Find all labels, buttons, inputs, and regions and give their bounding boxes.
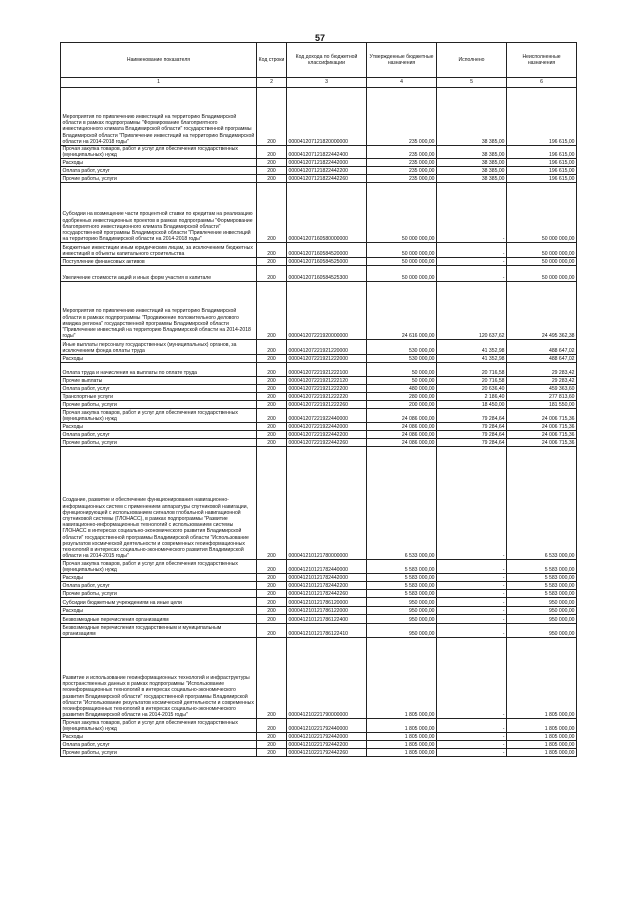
table-row [61, 598, 577, 607]
row-approved-amount: 24 086 000,00 [367, 439, 437, 447]
row-line-code: 200 [257, 409, 287, 423]
row-unexecuted-amount: 950 000,00 [507, 615, 577, 624]
row-line-code: 200 [257, 88, 287, 146]
row-executed-amount: - [437, 638, 507, 719]
row-executed-amount: 2 186,40 [437, 393, 507, 401]
row-executed-amount: - [437, 258, 507, 266]
table-row [61, 590, 577, 598]
row-classification-code: 000041210121786120000 [287, 598, 367, 607]
row-line-code: 200 [257, 590, 287, 598]
row-classification-code: 000041210221790000000 [287, 638, 367, 719]
row-executed-amount: - [437, 607, 507, 615]
row-executed-amount: - [437, 582, 507, 590]
row-executed-amount: - [437, 574, 507, 582]
row-unexecuted-amount: 196 615,00 [507, 88, 577, 146]
row-indicator-name: Оплата работ, услуг [61, 431, 257, 439]
row-unexecuted-amount: 24 006 715,36 [507, 431, 577, 439]
row-indicator-name: Прочая закупка товаров, работ и услуг для обеспечения государственных (муниципальных) нужд [61, 719, 257, 733]
row-unexecuted-amount: 277 813,60 [507, 393, 577, 401]
row-classification-code: 000041207221921222100 [287, 363, 367, 377]
row-unexecuted-amount: 24 495 362,38 [507, 282, 577, 340]
row-classification-code: 000041207221921222120 [287, 377, 367, 385]
row-indicator-name: Мероприятия по привлечению инвестиций на территорию Владимирской области в рамках подпрограммы "Формирование благоприятного инвестиционного климата Владимирской области" государственной программы Владимирской области "Привлечение инвестиций на территорию Владимирской области на 2014-2018 годы" [61, 88, 257, 146]
row-approved-amount: 530 000,00 [367, 340, 437, 355]
row-unexecuted-amount: 488 647,02 [507, 355, 577, 363]
header-executed: Исполнено [437, 43, 507, 78]
table-row [61, 409, 577, 423]
row-indicator-name: Субсидии на возмещение части процентной ставки по кредитам на реализацию одобренных инвестиционных проектов в рамках подпрограммы "Формирование благоприятного инвестиционного климата Владимирской области" государственной программы Владимирской области "Привлечение инвестиций на территорию Владимирской области на 2014-2018 годы" [61, 183, 257, 243]
row-classification-code: 000041207221921222200 [287, 385, 367, 393]
row-executed-amount: 20 716,58 [437, 377, 507, 385]
row-classification-code: 000041210221792440000 [287, 719, 367, 733]
row-approved-amount: 480 000,00 [367, 385, 437, 393]
row-unexecuted-amount: 5 583 000,00 [507, 582, 577, 590]
row-line-code: 200 [257, 749, 287, 757]
row-line-code: 200 [257, 431, 287, 439]
row-line-code: 200 [257, 258, 287, 266]
row-indicator-name: Прочие работы, услуги [61, 749, 257, 757]
row-classification-code: 000041210121782440000 [287, 560, 367, 574]
row-line-code: 200 [257, 447, 287, 560]
row-indicator-name: Создание, развитие и обеспечение функционирования навигационно-информационных систем с применением аппаратуры спутниковой навигации, функционирующей с использованием сигналов глобальной навигационной спутниковой системы (ГЛОНАСС), в рамках подпрограммы "Развитие навигационно-информационных технологий с использованием системы ГЛОНАСС в интересах социально-экономического развития Владимирской области" государственной программы Владимирской области "Использование результатов космической деятельности и современных геоинформационных технологий в интересах социально-экономического развития Владимирской области на 2014-2015 годы" [61, 447, 257, 560]
row-executed-amount: 20 636,40 [437, 385, 507, 393]
row-executed-amount: 38 385,00 [437, 88, 507, 146]
row-indicator-name: Оплата работ, услуг [61, 582, 257, 590]
table-row [61, 363, 577, 377]
row-approved-amount: 1 805 000,00 [367, 741, 437, 749]
row-classification-code: 000041207160584525300 [287, 266, 367, 282]
row-executed-amount: 38 385,00 [437, 146, 507, 159]
row-classification-code: 000041210121786122410 [287, 624, 367, 638]
column-index: 2 [257, 78, 287, 88]
table-row [61, 638, 577, 719]
row-unexecuted-amount: 1 805 000,00 [507, 741, 577, 749]
row-line-code: 200 [257, 282, 287, 340]
table-row [61, 88, 577, 146]
row-approved-amount: 530 000,00 [367, 355, 437, 363]
row-approved-amount: 235 000,00 [367, 159, 437, 167]
row-indicator-name: Иные выплаты персоналу государственных (муниципальных) органов, за исключением фонда оплаты труда [61, 340, 257, 355]
row-unexecuted-amount: 29 283,42 [507, 377, 577, 385]
row-approved-amount: 24 086 000,00 [367, 431, 437, 439]
row-indicator-name: Прочая закупка товаров, работ и услуг для обеспечения государственных (муниципальных) нужд [61, 146, 257, 159]
table-row [61, 146, 577, 159]
row-executed-amount: 38 385,00 [437, 175, 507, 183]
row-classification-code: 000041210221792442000 [287, 733, 367, 741]
header-classification-code: Код дохода по бюджетной классификации [287, 43, 367, 78]
column-index: 6 [507, 78, 577, 88]
row-classification-code: 000041207160584520000 [287, 243, 367, 258]
row-executed-amount: - [437, 183, 507, 243]
row-line-code: 200 [257, 266, 287, 282]
table-row [61, 719, 577, 733]
row-unexecuted-amount: 1 805 000,00 [507, 719, 577, 733]
table-row [61, 749, 577, 757]
row-unexecuted-amount: 181 550,00 [507, 401, 577, 409]
row-indicator-name: Оплата работ, услуг [61, 167, 257, 175]
row-line-code: 200 [257, 741, 287, 749]
row-line-code: 200 [257, 159, 287, 167]
row-executed-amount: - [437, 598, 507, 607]
row-approved-amount: 24 616 000,00 [367, 282, 437, 340]
row-classification-code: 000041207160584525000 [287, 258, 367, 266]
row-executed-amount: - [437, 560, 507, 574]
table-row [61, 355, 577, 363]
row-line-code: 200 [257, 574, 287, 582]
row-classification-code: 000041210221792442200 [287, 741, 367, 749]
row-executed-amount: - [437, 741, 507, 749]
row-executed-amount: 41 352,98 [437, 340, 507, 355]
row-approved-amount: 1 805 000,00 [367, 719, 437, 733]
table-row [61, 183, 577, 243]
row-executed-amount: - [437, 749, 507, 757]
row-indicator-name: Развитие и использование геоинформационных технологий и инфраструктуры пространственных данных в рамках подпрограммы "Использование геоинформационных технологий в интересах социально-экономического развития Владимирской области" государственной программы Владимирской области "Использование результатов космической деятельности и современных геоинформационных технологий в интересах социально-экономического развития Владимирской области на 2014-2015 годы" [61, 638, 257, 719]
row-line-code: 200 [257, 146, 287, 159]
row-line-code: 200 [257, 423, 287, 431]
row-classification-code: 000041210121786122400 [287, 615, 367, 624]
row-line-code: 200 [257, 401, 287, 409]
row-indicator-name: Увеличение стоимости акций и иных форм участия в капитале [61, 266, 257, 282]
row-indicator-name: Бюджетные инвестиции иным юридическим лицам, за исключением бюджетных инвестиций в объекты капитального строительства [61, 243, 257, 258]
row-unexecuted-amount: 50 000 000,00 [507, 258, 577, 266]
row-classification-code: 000041207221922440000 [287, 409, 367, 423]
row-indicator-name: Расходы [61, 355, 257, 363]
table-row [61, 401, 577, 409]
row-executed-amount: 20 716,58 [437, 363, 507, 377]
row-line-code: 200 [257, 733, 287, 741]
row-line-code: 200 [257, 607, 287, 615]
row-line-code: 200 [257, 355, 287, 363]
row-indicator-name: Расходы [61, 574, 257, 582]
row-executed-amount: - [437, 719, 507, 733]
table-row [61, 159, 577, 167]
row-approved-amount: 1 805 000,00 [367, 749, 437, 757]
header-indicator-name: Наименование показателя [61, 43, 257, 78]
row-executed-amount: 79 284,64 [437, 409, 507, 423]
row-indicator-name: Расходы [61, 159, 257, 167]
row-unexecuted-amount: 24 006 715,36 [507, 409, 577, 423]
row-unexecuted-amount: 1 805 000,00 [507, 733, 577, 741]
row-indicator-name: Мероприятия по привлечению инвестиций на территорию Владимирской области в рамках подпрограммы "Продвижение положительного делового имиджа региона" государственной программы Владимирской области "Привлечение инвестиций на территорию Владимирской области на 2014-2018 годы" [61, 282, 257, 340]
row-executed-amount: - [437, 624, 507, 638]
table-row [61, 167, 577, 175]
row-unexecuted-amount: 196 615,00 [507, 175, 577, 183]
row-approved-amount: 5 583 000,00 [367, 582, 437, 590]
row-unexecuted-amount: 459 363,60 [507, 385, 577, 393]
table-row [61, 560, 577, 574]
row-approved-amount: 235 000,00 [367, 88, 437, 146]
row-approved-amount: 24 086 000,00 [367, 423, 437, 431]
table-row [61, 574, 577, 582]
row-classification-code: 000041207221921220000 [287, 340, 367, 355]
row-classification-code: 000041207221922442260 [287, 439, 367, 447]
row-unexecuted-amount: 5 583 000,00 [507, 574, 577, 582]
column-index: 4 [367, 78, 437, 88]
row-approved-amount: 200 000,00 [367, 401, 437, 409]
row-classification-code: 000041207221921222220 [287, 393, 367, 401]
table-row [61, 377, 577, 385]
row-approved-amount: 6 533 000,00 [367, 447, 437, 560]
row-approved-amount: 50 000 000,00 [367, 243, 437, 258]
row-executed-amount: - [437, 733, 507, 741]
row-line-code: 200 [257, 719, 287, 733]
row-approved-amount: 5 583 000,00 [367, 590, 437, 598]
row-indicator-name: Прочие работы, услуги [61, 175, 257, 183]
row-approved-amount: 235 000,00 [367, 146, 437, 159]
row-classification-code: 000041207121822442200 [287, 167, 367, 175]
row-approved-amount: 950 000,00 [367, 624, 437, 638]
column-index: 3 [287, 78, 367, 88]
header-approved: Утвержденные бюджетные назначения [367, 43, 437, 78]
header-line-code: Код строки [257, 43, 287, 78]
column-index-row [61, 78, 577, 88]
row-approved-amount: 1 805 000,00 [367, 638, 437, 719]
row-unexecuted-amount: 50 000 000,00 [507, 183, 577, 243]
row-approved-amount: 50 000 000,00 [367, 258, 437, 266]
row-unexecuted-amount: 6 533 000,00 [507, 447, 577, 560]
row-executed-amount: - [437, 447, 507, 560]
table-row [61, 615, 577, 624]
row-executed-amount: - [437, 615, 507, 624]
row-unexecuted-amount: 196 615,00 [507, 159, 577, 167]
table-row [61, 733, 577, 741]
row-indicator-name: Субсидии бюджетным учреждениям на иные цели [61, 598, 257, 607]
row-approved-amount: 50 000 000,00 [367, 266, 437, 282]
row-unexecuted-amount: 1 805 000,00 [507, 749, 577, 757]
row-line-code: 200 [257, 377, 287, 385]
table-row [61, 439, 577, 447]
row-indicator-name: Прочая закупка товаров, работ и услуг для обеспечения государственных (муниципальных) нужд [61, 560, 257, 574]
table-row [61, 431, 577, 439]
row-indicator-name: Прочие работы, услуги [61, 439, 257, 447]
row-executed-amount: - [437, 590, 507, 598]
row-indicator-name: Расходы [61, 607, 257, 615]
table-row [61, 266, 577, 282]
table-row [61, 447, 577, 560]
row-line-code: 200 [257, 167, 287, 175]
row-classification-code: 000041210221792442260 [287, 749, 367, 757]
row-approved-amount: 235 000,00 [367, 175, 437, 183]
row-line-code: 200 [257, 363, 287, 377]
row-classification-code: 000041207221921222260 [287, 401, 367, 409]
row-approved-amount: 950 000,00 [367, 598, 437, 607]
row-indicator-name: Транспортные услуги [61, 393, 257, 401]
row-executed-amount: 79 284,64 [437, 423, 507, 431]
row-unexecuted-amount: 24 006 715,36 [507, 423, 577, 431]
row-approved-amount: 5 583 000,00 [367, 574, 437, 582]
row-unexecuted-amount: 1 805 000,00 [507, 638, 577, 719]
row-classification-code: 000041207221921222000 [287, 355, 367, 363]
row-classification-code: 000041207121822442400 [287, 146, 367, 159]
row-unexecuted-amount: 5 583 000,00 [507, 560, 577, 574]
row-line-code: 200 [257, 175, 287, 183]
row-approved-amount: 50 000 000,00 [367, 183, 437, 243]
row-unexecuted-amount: 196 615,00 [507, 167, 577, 175]
row-indicator-name: Расходы [61, 423, 257, 431]
row-classification-code: 000041207121822442000 [287, 159, 367, 167]
row-classification-code: 000041207160580000000 [287, 183, 367, 243]
row-approved-amount: 5 583 000,00 [367, 560, 437, 574]
row-approved-amount: 235 000,00 [367, 167, 437, 175]
row-indicator-name: Прочие работы, услуги [61, 401, 257, 409]
row-executed-amount: 38 385,00 [437, 159, 507, 167]
row-classification-code: 000041207221920000000 [287, 282, 367, 340]
row-unexecuted-amount: 950 000,00 [507, 598, 577, 607]
row-unexecuted-amount: 50 000 000,00 [507, 243, 577, 258]
row-line-code: 200 [257, 638, 287, 719]
row-line-code: 200 [257, 385, 287, 393]
row-line-code: 200 [257, 243, 287, 258]
row-unexecuted-amount: 29 283,42 [507, 363, 577, 377]
table-row [61, 393, 577, 401]
row-indicator-name: Поступление финансовых активов [61, 258, 257, 266]
row-line-code: 200 [257, 582, 287, 590]
table-row [61, 282, 577, 340]
row-indicator-name: Безвозмездные перечисления государственным и муниципальным организациям [61, 624, 257, 638]
table-row [61, 624, 577, 638]
budget-execution-table [60, 42, 577, 757]
row-executed-amount: 79 284,64 [437, 439, 507, 447]
row-approved-amount: 950 000,00 [367, 607, 437, 615]
row-line-code: 200 [257, 615, 287, 624]
row-approved-amount: 50 000,00 [367, 377, 437, 385]
row-indicator-name: Прочие работы, услуги [61, 590, 257, 598]
row-classification-code: 000041210121782442260 [287, 590, 367, 598]
column-index: 5 [437, 78, 507, 88]
row-indicator-name: Прочие выплаты [61, 377, 257, 385]
row-approved-amount: 280 000,00 [367, 393, 437, 401]
table-row [61, 607, 577, 615]
table-row [61, 258, 577, 266]
row-indicator-name: Оплата работ, услуг [61, 385, 257, 393]
row-executed-amount: - [437, 266, 507, 282]
row-classification-code: 000041207221922442200 [287, 431, 367, 439]
table-row [61, 243, 577, 258]
row-classification-code: 000041207121822442260 [287, 175, 367, 183]
row-unexecuted-amount: 950 000,00 [507, 624, 577, 638]
row-indicator-name: Оплата работ, услуг [61, 741, 257, 749]
row-classification-code: 000041210121780000000 [287, 447, 367, 560]
row-unexecuted-amount: 196 615,00 [507, 146, 577, 159]
table-row [61, 175, 577, 183]
row-indicator-name: Расходы [61, 733, 257, 741]
row-executed-amount: 18 450,00 [437, 401, 507, 409]
row-line-code: 200 [257, 393, 287, 401]
table-row [61, 340, 577, 355]
table-row [61, 385, 577, 393]
row-executed-amount: 79 284,64 [437, 431, 507, 439]
row-line-code: 200 [257, 183, 287, 243]
row-unexecuted-amount: 488 647,02 [507, 340, 577, 355]
row-line-code: 200 [257, 340, 287, 355]
row-unexecuted-amount: 50 000 000,00 [507, 266, 577, 282]
header-unexecuted: Неисполненные назначения [507, 43, 577, 78]
row-classification-code: 000041210121782442200 [287, 582, 367, 590]
row-line-code: 200 [257, 598, 287, 607]
row-executed-amount: - [437, 243, 507, 258]
row-classification-code: 000041210121782442000 [287, 574, 367, 582]
row-classification-code: 000041207121820000000 [287, 88, 367, 146]
row-executed-amount: 120 637,62 [437, 282, 507, 340]
row-approved-amount: 50 000,00 [367, 363, 437, 377]
header-row [61, 43, 577, 78]
row-executed-amount: 38 385,00 [437, 167, 507, 175]
table-row [61, 582, 577, 590]
row-classification-code: 000041207221922442000 [287, 423, 367, 431]
row-classification-code: 000041210121786122000 [287, 607, 367, 615]
table-row [61, 423, 577, 431]
table-row [61, 741, 577, 749]
row-indicator-name: Оплата труда и начисления на выплаты по оплате труда [61, 363, 257, 377]
row-indicator-name: Безвозмездные перечисления организациям [61, 615, 257, 624]
row-executed-amount: 41 352,98 [437, 355, 507, 363]
row-unexecuted-amount: 950 000,00 [507, 607, 577, 615]
row-indicator-name: Прочая закупка товаров, работ и услуг для обеспечения государственных (муниципальных) нужд [61, 409, 257, 423]
row-line-code: 200 [257, 560, 287, 574]
table-body [61, 88, 577, 757]
row-unexecuted-amount: 24 006 715,36 [507, 439, 577, 447]
row-approved-amount: 1 805 000,00 [367, 733, 437, 741]
page-number: 57 [314, 33, 325, 43]
row-approved-amount: 950 000,00 [367, 615, 437, 624]
row-unexecuted-amount: 5 583 000,00 [507, 590, 577, 598]
row-line-code: 200 [257, 624, 287, 638]
row-approved-amount: 24 086 000,00 [367, 409, 437, 423]
row-line-code: 200 [257, 439, 287, 447]
column-index: 1 [61, 78, 257, 88]
